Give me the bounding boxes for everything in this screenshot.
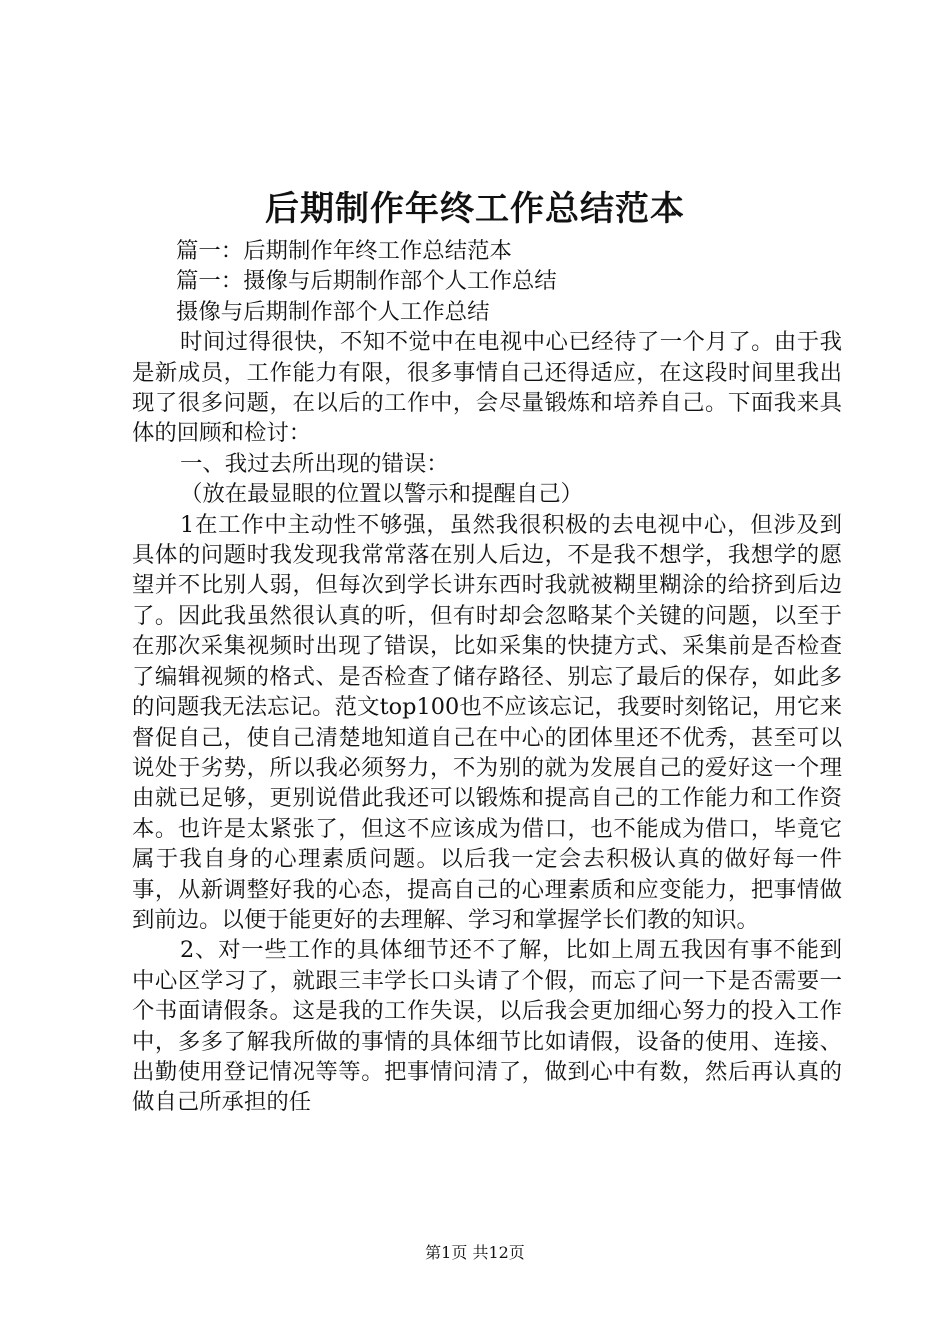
paragraph-item-2: 2、对一些工作的具体细节还不了解，比如上周五我因有事不能到中心区学习了，就跟三丰学长口头请了个假，而忘了问一下是否需要一个书面请假条。这是我的工作失误，以后我会更加细心努力的投入工作中，多多了解我所做的事情的具体细节比如请假，设备的使用、连接、出勤使用登记情况等等。把事情问清了，做到心中有数，然后再认真的做自己所承担的任 (132, 937, 842, 1116)
paragraph-heading-2: 篇一：摄像与后期制作部个人工作总结 (176, 268, 557, 295)
paragraph-section-1: 一、我过去所出现的错误： (180, 450, 449, 477)
paragraph-heading-3: 摄像与后期制作部个人工作总结 (176, 298, 490, 325)
document-body (132, 236, 842, 1118)
paragraph-intro: 时间过得很快，不知不觉中在电视中心已经待了一个月了。由于我是新成员，工作能力有限，很多事情自己还得适应，在这段时间里我出现了很多问题，在以后的工作中，会尽量锻炼和培养自己。下面我来具体的回顾和检讨： (132, 329, 842, 447)
page-footer: 第1页 共12页 (425, 1243, 525, 1262)
paragraph-item-1: 1在工作中主动性不够强，虽然我很积极的去电视中心，但涉及到具体的问题时我发现我常常落在别人后边，不是我不想学，我想学的愿望并不比别人弱，但每次到学长讲东西时我就被糊里糊涂的给挤到后边了。因此我虽然很认真的听，但有时却会忽略某个关键的问题，以至于在那次采集视频时出现了错误，比如采集的快捷方式、采集前是否检查了编辑视频的格式、是否检查了储存路径、别忘了最后的保存，如此多的问题我无法忘记。范文top100也不应该忘记，我要时刻铭记，用它来督促自己，使自己清楚地知道自己在中心的团体里还不优秀，甚至可以说处于劣势，所以我必须努力，不为别的就为发展自己的爱好这一个理由就已足够，更别说借此我还可以锻炼和提高自己的工作能力和工作资本。也许是太紧张了，但这不应该成为借口，也不能成为借口，毕竟它属于我自身的心理素质问题。以后我一定会去积极认真的做好每一件事，从新调整好我的心态，提高自己的心理素质和应变能力，把事情做到前边。以便于能更好的去理解、学习和掌握学长们教的知识。 (132, 511, 842, 933)
paragraph-heading-1: 篇一：后期制作年终工作总结范本 (176, 238, 512, 264)
paragraph-note: （放在最显眼的位置以警示和提醒自己） (180, 481, 584, 508)
document-title: 后期制作年终工作总结范本 (265, 189, 685, 229)
